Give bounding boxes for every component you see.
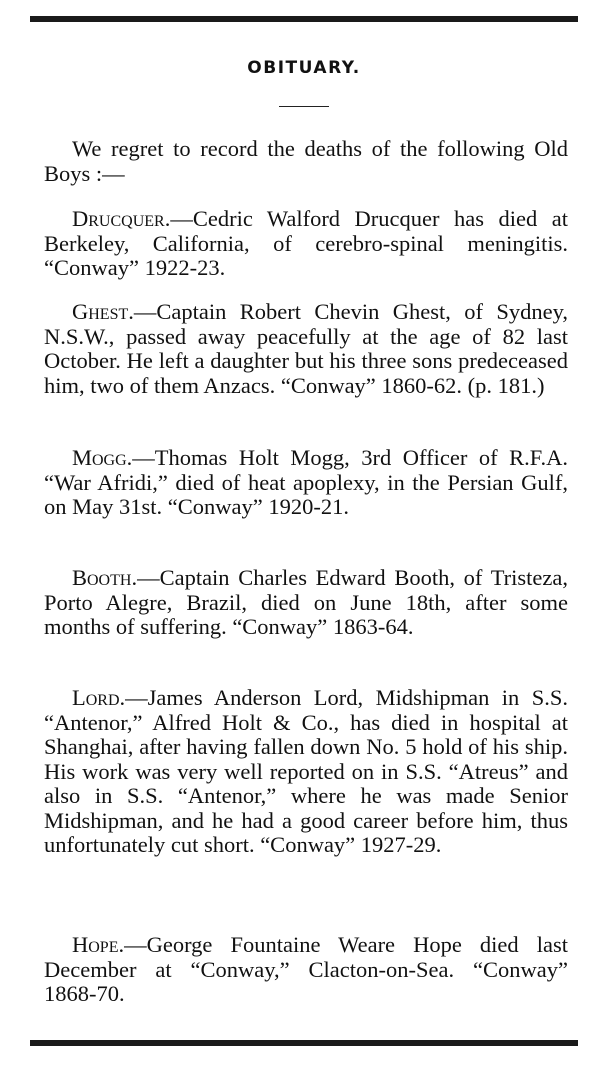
entry-name: Drucquer. [72, 206, 171, 231]
obituary-entry-hope [44, 933, 568, 1007]
entry-name: Mogg. [72, 445, 133, 470]
entry-text: —Thomas Holt Mogg, 3rd Officer of R.F.A. “War Afridi,” died of heat apoplexy, in the Persian Gulf, on May 31st. “Conway” 1920-21. [44, 445, 568, 519]
entry-name: Booth. [72, 565, 138, 590]
obituary-entry-booth [44, 566, 568, 640]
top-rule [30, 16, 578, 22]
entry-name: Ghest. [72, 299, 134, 324]
title-divider [279, 106, 329, 107]
entry-text: —George Fountaine Weare Hope died last December at “Conway,” Clacton-on-Sea. “Conway” 1868-70. [44, 932, 568, 1006]
entry-name: Hope. [72, 932, 125, 957]
obituary-entry-lord [44, 686, 568, 858]
intro-paragraph: We regret to record the deaths of the following Old Boys :— [44, 136, 568, 186]
entry-text: —Cedric Walford Drucquer has died at Berkeley, California, of cerebro-spinal meningitis. “Conway” 1922-23. [44, 206, 568, 280]
obituary-entry-ghest [44, 300, 568, 398]
entry-text: —Captain Charles Edward Booth, of Tristeza, Porto Alegre, Brazil, died on June 18th, after some months of suffering. “Conway” 1863-64. [44, 565, 568, 639]
obituary-entry-drucquer [44, 207, 568, 281]
entry-name: Lord. [72, 685, 126, 710]
entry-text: —Captain Robert Chevin Ghest, of Sydney, N.S.W., passed away peacefully at the age of 82 last October. He left a daughter but his three sons predeceased him, two of them Anzacs. “Conway” 1860-62. (p. 181.) [44, 299, 568, 398]
bottom-rule [30, 1040, 578, 1046]
obituary-entry-mogg [44, 446, 568, 520]
entry-text: —James Anderson Lord, Midshipman in S.S. “Antenor,” Alfred Holt & Co., has died in hospital at Shanghai, after having fallen down No. 5 hold of his ship. His work was very well reported on in S.S. “Atreus” and also in S.S. “Antenor,” where he was made Senior Midshipman, and he had a good career before him, thus unfortunately cut short. “Conway” 1927-29. [44, 685, 568, 857]
page-title: OBITUARY. [247, 58, 361, 78]
